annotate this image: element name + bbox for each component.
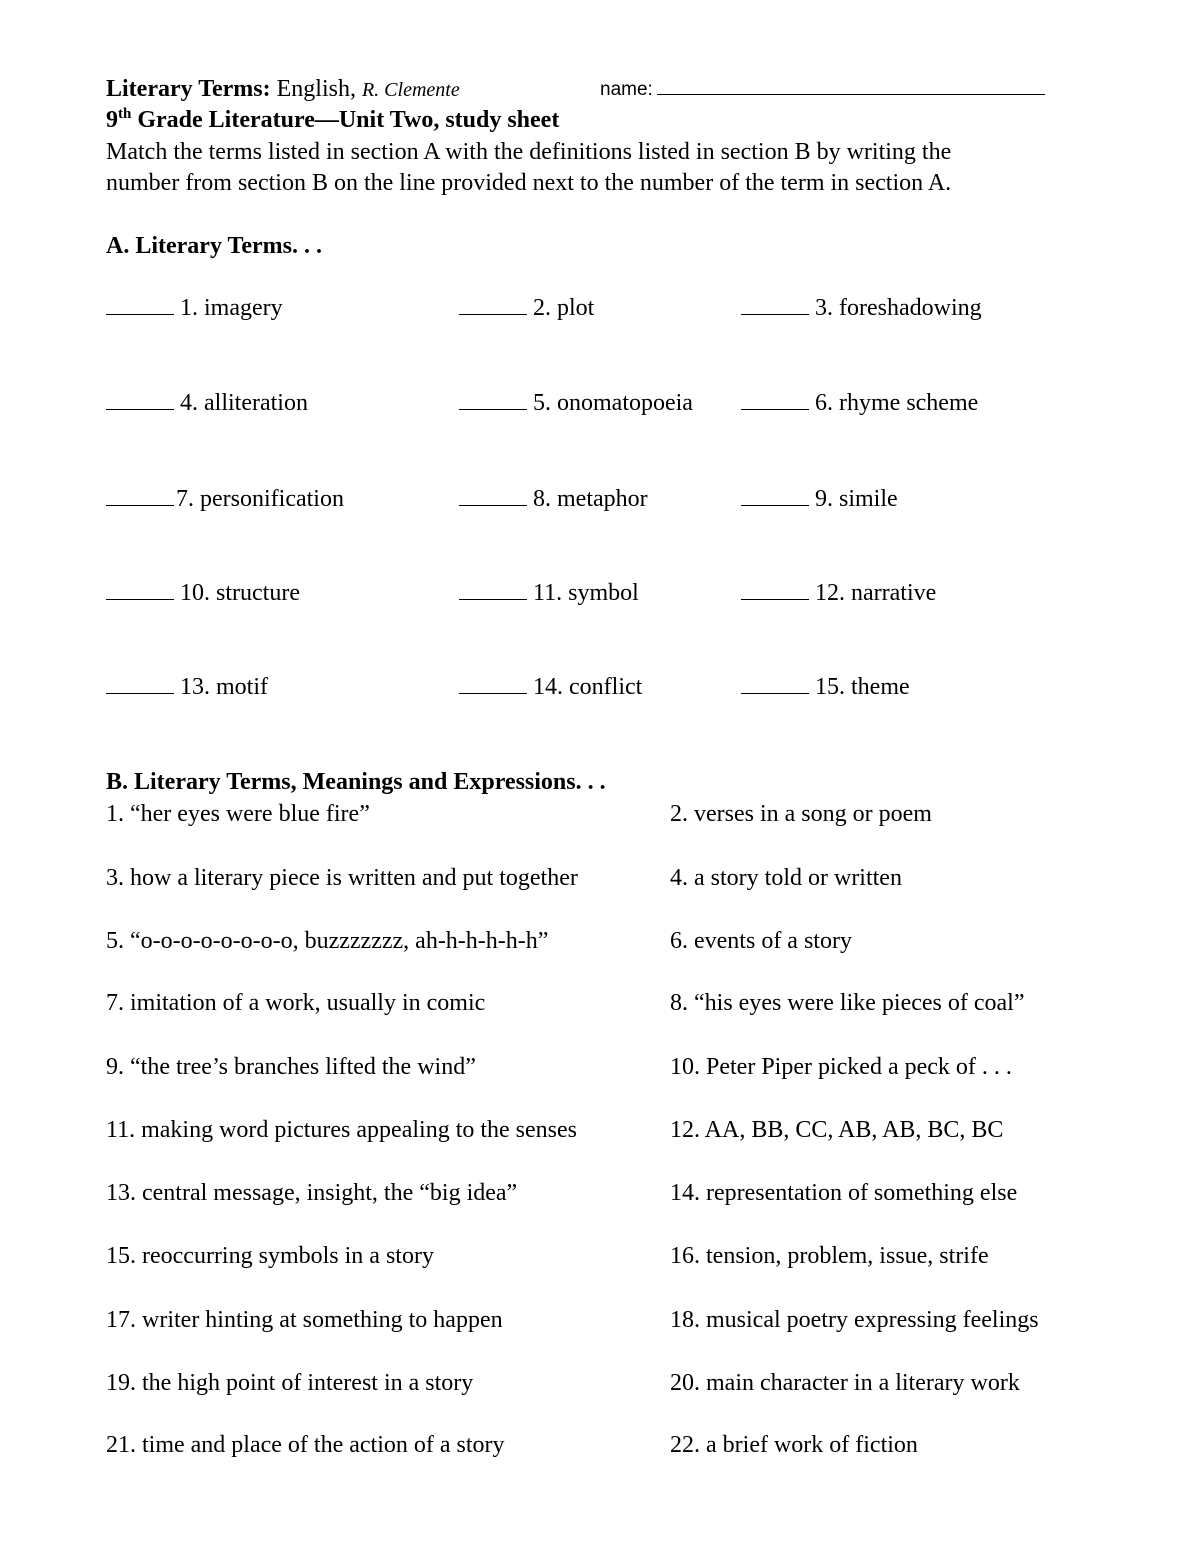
answer-blank[interactable] — [106, 504, 174, 506]
term-item — [106, 581, 300, 605]
answer-blank[interactable] — [106, 598, 174, 600]
term-item — [741, 391, 978, 415]
term-item — [459, 581, 639, 605]
term-label: 11. symbol — [533, 580, 639, 606]
definition-item: 2. verses in a song or poem — [670, 801, 932, 827]
definition-item: 5. “o-o-o-o-o-o-o-o, buzzzzzzz, ah-h-h-h-h-h” — [106, 928, 549, 954]
definition-item: 20. main character in a literary work — [670, 1370, 1020, 1396]
answer-blank[interactable] — [459, 692, 527, 694]
grade-heading — [106, 108, 559, 132]
definition-item: 21. time and place of the action of a story — [106, 1432, 505, 1458]
term-label: 4. alliteration — [180, 390, 308, 416]
definition-item: 18. musical poetry expressing feelings — [670, 1307, 1039, 1333]
term-item — [741, 675, 910, 699]
answer-blank[interactable] — [106, 692, 174, 694]
answer-blank[interactable] — [106, 313, 174, 315]
term-item — [459, 487, 648, 511]
term-item — [741, 487, 898, 511]
answer-blank[interactable] — [741, 598, 809, 600]
instructions-line-2: number from section B on the line provided next to the number of the term in section A. — [106, 170, 952, 196]
term-item — [741, 581, 936, 605]
term-label: 5. onomatopoeia — [533, 390, 693, 416]
term-label: 15. theme — [815, 674, 910, 700]
term-item — [459, 296, 594, 320]
term-label: 13. motif — [180, 674, 268, 700]
instructions-line-1: Match the terms listed in section A with the definitions listed in section B by writing the — [106, 139, 952, 165]
answer-blank[interactable] — [741, 692, 809, 694]
definition-item: 7. imitation of a work, usually in comic — [106, 990, 486, 1016]
term-item — [106, 675, 268, 699]
definition-item: 4. a story told or written — [670, 865, 902, 891]
definition-item: 15. reoccurring symbols in a story — [106, 1243, 434, 1269]
definition-item: 10. Peter Piper picked a peck of . . . — [670, 1054, 1012, 1080]
definition-item: 14. representation of something else — [670, 1180, 1018, 1206]
answer-blank[interactable] — [741, 408, 809, 410]
term-item — [106, 391, 308, 415]
definition-item: 16. tension, problem, issue, strife — [670, 1243, 989, 1269]
definition-item: 17. writer hinting at something to happen — [106, 1307, 503, 1333]
author-name: R. Clemente — [361, 79, 460, 101]
definition-item: 1. “her eyes were blue fire” — [106, 801, 370, 827]
term-item — [459, 675, 642, 699]
grade-title: Grade Literature—Unit Two, study sheet — [137, 107, 560, 133]
definition-item: 13. central message, insight, the “big idea” — [106, 1180, 518, 1206]
term-label: 14. conflict — [533, 674, 643, 700]
answer-blank[interactable] — [459, 504, 527, 506]
term-item — [741, 296, 982, 320]
answer-blank[interactable] — [741, 313, 809, 315]
answer-blank[interactable] — [459, 598, 527, 600]
name-field[interactable] — [600, 80, 1045, 99]
name-blank-line[interactable] — [657, 93, 1045, 95]
term-label: 10. structure — [180, 580, 300, 606]
definition-item: 12. AA, BB, CC, AB, AB, BC, BC — [670, 1117, 1004, 1143]
term-label: 2. plot — [533, 295, 595, 321]
definition-item: 22. a brief work of fiction — [670, 1432, 918, 1458]
section-b-heading: B. Literary Terms, Meanings and Expressions. . . — [106, 769, 606, 795]
term-item — [106, 487, 344, 511]
section-a-heading: A. Literary Terms. . . — [106, 233, 322, 259]
definition-item: 19. the high point of interest in a story — [106, 1370, 474, 1396]
term-label: 6. rhyme scheme — [815, 390, 979, 416]
definition-item: 8. “his eyes were like pieces of coal” — [670, 990, 1025, 1016]
definition-item: 3. how a literary piece is written and put together — [106, 865, 578, 891]
grade-number: 9 — [106, 107, 118, 133]
answer-blank[interactable] — [106, 408, 174, 410]
definition-item: 9. “the tree’s branches lifted the wind” — [106, 1054, 476, 1080]
answer-blank[interactable] — [741, 504, 809, 506]
term-item — [106, 296, 283, 320]
grade-suffix: th — [118, 106, 132, 122]
answer-blank[interactable] — [459, 313, 527, 315]
answer-blank[interactable] — [459, 408, 527, 410]
name-label: name: — [600, 79, 653, 100]
header-title — [106, 77, 460, 101]
term-label: 1. imagery — [180, 295, 283, 321]
title-label: Literary Terms: — [106, 76, 271, 102]
definition-item: 6. events of a story — [670, 928, 852, 954]
course-name: English, — [276, 76, 356, 102]
term-label: 7. personification — [176, 486, 344, 512]
term-item — [459, 391, 693, 415]
term-label: 9. simile — [815, 486, 898, 512]
term-label: 8. metaphor — [533, 486, 648, 512]
term-label: 12. narrative — [815, 580, 937, 606]
term-label: 3. foreshadowing — [815, 295, 982, 321]
definition-item: 11. making word pictures appealing to the senses — [106, 1117, 577, 1143]
